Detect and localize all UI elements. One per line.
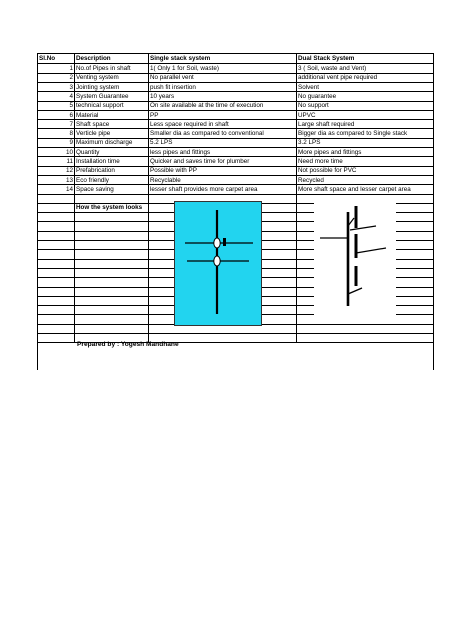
row-dual-stack: More shaft space and lesser carpet area (297, 185, 434, 194)
row-description: Material (75, 110, 149, 119)
row-number: 2 (38, 73, 75, 82)
table-row (38, 110, 434, 119)
row-description: Maximum discharge (75, 138, 149, 147)
table-row (38, 129, 434, 138)
table-row (38, 82, 434, 91)
row-single-stack: PP (149, 110, 297, 119)
table-row (38, 185, 434, 194)
table-header-row (38, 54, 434, 64)
row-single-stack: Possible with PP (149, 166, 297, 175)
row-dual-stack: No guarantee (297, 92, 434, 101)
table-row (38, 138, 434, 147)
row-description: No.of Pipes in shaft (75, 64, 149, 73)
single-stack-diagram-icon (175, 202, 261, 325)
row-single-stack: No parallel vent (149, 73, 297, 82)
table-row (38, 166, 434, 175)
row-dual-stack: Recycled (297, 175, 434, 184)
row-number: 3 (38, 82, 75, 91)
row-dual-stack: 3 ( Soil, waste and Vent) (297, 64, 434, 73)
row-number: 6 (38, 110, 75, 119)
row-description: Prefabrication (75, 166, 149, 175)
row-number: 4 (38, 92, 75, 101)
dual-stack-picture (314, 198, 396, 324)
row-dual-stack: additional vent pipe required (297, 73, 434, 82)
table-row (38, 64, 434, 73)
row-number: 5 (38, 101, 75, 110)
row-number: 10 (38, 148, 75, 157)
header-description: Description (75, 54, 149, 64)
row-dual-stack: Large shaft required (297, 120, 434, 129)
row-dual-stack: No support (297, 101, 434, 110)
row-description: Jointing system (75, 82, 149, 91)
header-dual-stack: Dual Stack System (297, 54, 434, 64)
row-number: 12 (38, 166, 75, 175)
row-description: Venting system (75, 73, 149, 82)
row-number: 8 (38, 129, 75, 138)
row-dual-stack: 3.2 LPS (297, 138, 434, 147)
row-description: Installation time (75, 157, 149, 166)
row-dual-stack: More pipes and fittings (297, 148, 434, 157)
row-single-stack: 10 years (149, 92, 297, 101)
row-single-stack: On site available at the time of execution (149, 101, 297, 110)
row-number: 11 (38, 157, 75, 166)
row-number: 9 (38, 138, 75, 147)
row-single-stack: Less space required in shaft (149, 120, 297, 129)
row-number: 14 (38, 185, 75, 194)
single-stack-picture (174, 201, 262, 326)
header-slno: Sl.No (38, 54, 75, 64)
table-row (38, 101, 434, 110)
table-row (38, 175, 434, 184)
row-description: System Guarantee (75, 92, 149, 101)
row-description: Verticle pipe (75, 129, 149, 138)
row-dual-stack: UPVC (297, 110, 434, 119)
row-description: technical support (75, 101, 149, 110)
row-single-stack: less pipes and fittings (149, 148, 297, 157)
prepared-by-label: Prepared by : Yogesh Mandhane (77, 341, 179, 348)
row-single-stack: push fit insertion (149, 82, 297, 91)
row-single-stack: Quicker and saves time for plumber (149, 157, 297, 166)
row-description: Space saving (75, 185, 149, 194)
row-number: 13 (38, 175, 75, 184)
table-row (38, 148, 434, 157)
row-single-stack: 5.2 LPS (149, 138, 297, 147)
row-dual-stack: Not possible for PVC (297, 166, 434, 175)
table-row (38, 120, 434, 129)
row-single-stack: lesser shaft provides more carpet area (149, 185, 297, 194)
row-dual-stack: Bigger dia as compared to Single stack (297, 129, 434, 138)
row-number: 1 (38, 64, 75, 73)
dual-stack-diagram-icon (314, 198, 396, 324)
row-single-stack: 1( Only 1 for Soil, waste) (149, 64, 297, 73)
header-single-stack: Single stack system (149, 54, 297, 64)
table-row (38, 92, 434, 101)
row-description: Shaft space (75, 120, 149, 129)
system-looks-label: How the system looks (75, 203, 149, 212)
row-description: Quantity (75, 148, 149, 157)
row-single-stack: Recyclable (149, 175, 297, 184)
row-dual-stack: Need more time (297, 157, 434, 166)
table-row (38, 157, 434, 166)
row-number: 7 (38, 120, 75, 129)
row-description: Eco friendly (75, 175, 149, 184)
table-row (38, 73, 434, 82)
row-single-stack: Smaller dia as compared to conventional (149, 129, 297, 138)
row-dual-stack: Solvent (297, 82, 434, 91)
footer-section (37, 330, 434, 370)
